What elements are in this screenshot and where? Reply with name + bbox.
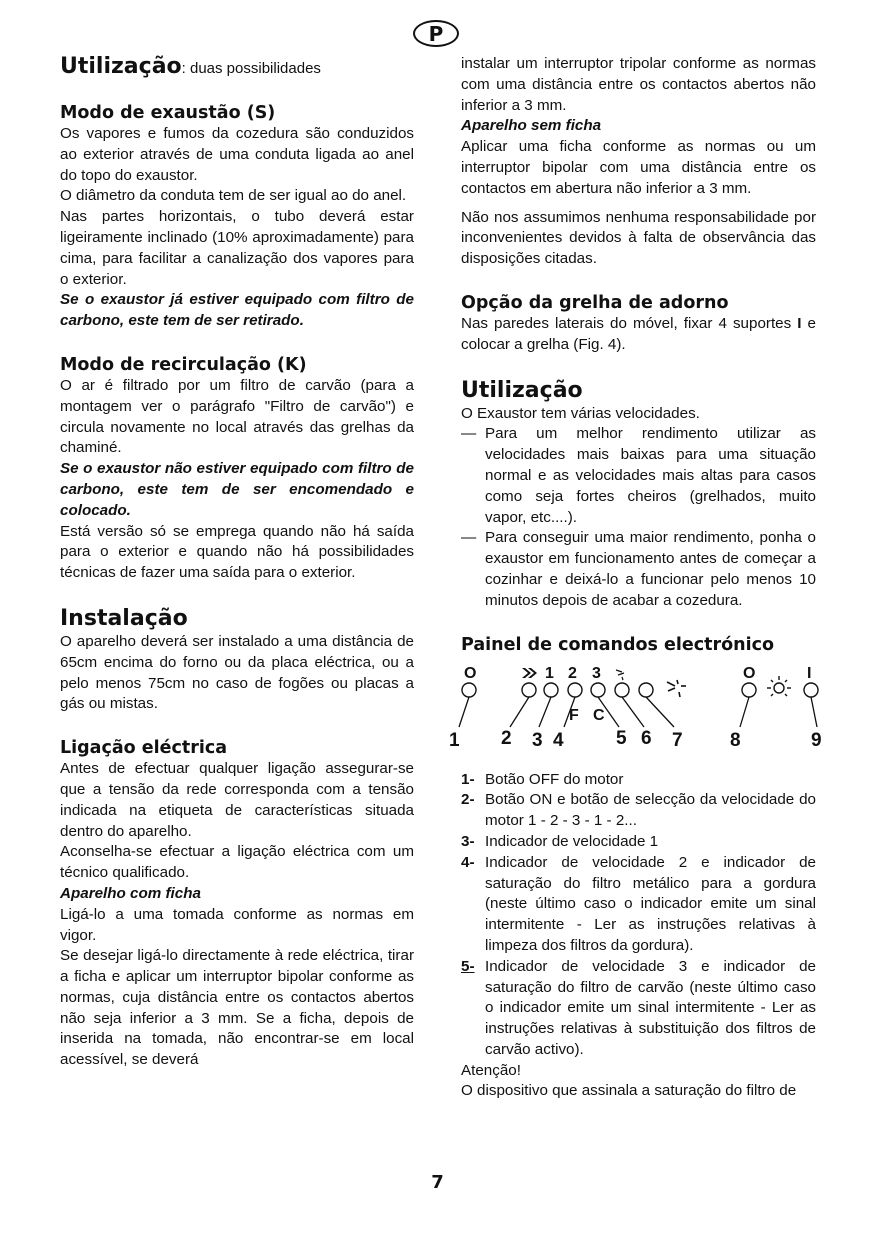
legend-item: 5- Indicador de velocidade 3 e indicador de saturação do filtro de carvão (neste último caso o indicador emite um sinal intermitente - Ler as instruções relativas à substituição dos filtros de carvão activo). [461,957,816,1058]
off-button [462,683,476,697]
boost-led [615,683,629,697]
exhaust-mode-heading: Modo de exaustão (S) [60,103,276,123]
usage-tips-list [461,424,816,611]
right-column [449,54,822,1102]
recirculation-paragraph-2: Está versão só se emprega quando não há saída para o exterior e quando não há possibilidades técnicas de fazer uma saída para o exterior. [60,522,414,582]
grease-filter-label: F [569,706,579,724]
electrical-connection-heading: Ligação eléctrica [60,738,228,759]
exhaust-paragraph-1: Os vapores e fumos da cozedura são conduzidos ao exterior através de uma conduta ligada ao anel do topo do exaustor. [60,125,414,184]
callout-7: 7 [672,729,683,751]
responsibility-paragraph: Não nos assumimos nenhuma responsabilidade por inconvenientes devidos à falta de observância das disposições citadas. [461,208,816,268]
legend-item: 4- Indicador de velocidade 2 e indicador de saturação do filtro metálico para a gordura (neste último caso o indicador emite um sinal intermitente - Ler as instruções relativas à limpeza dos filtros da gordura). [461,853,816,954]
speed3-label: 3 [592,664,601,682]
panel-legend-list [461,770,816,1061]
language-badge: P [413,20,459,47]
grille-option-heading: Opção da grelha de adorno [461,292,729,313]
appliance-with-plug-subheading: Aparelho com ficha [60,884,201,902]
callout-8: 8 [730,729,741,751]
legend-item: 2- Botão ON e botão de selecção da velocidade do motor 1 - 2 - 3 - 1 - 2... [461,791,816,830]
boost-button [639,683,653,697]
electrical-paragraph-3: Ligá-lo a uma tomada conforme as normas em vigor. [60,905,414,944]
usage-tip: — Para um melhor rendimento utilizar as velocidades mais baixas para uma situação normal e as velocidades mais altas para casos como seja fortes cheiros (grelhados, muito vapor, etc....). [461,424,816,528]
callout-4: 4 [553,729,564,751]
usage-intro: O Exaustor tem várias velocidades. [461,404,700,422]
speed3-led [591,683,605,697]
lamp-icon [767,676,791,696]
speed2-label: 2 [568,664,577,682]
installation-heading: Instalação [60,605,188,631]
page-number: 7 [431,1172,444,1193]
usage-tip: — Para conseguir uma maior rendimento, ponha o exaustor em funcionamento antes de começar a cozinhar e deixá-lo a funcionar pelo menos 10 minutos depois de acabar a cozedura. [461,528,816,611]
left-column [60,54,414,1071]
appliance-without-plug-subheading: Aparelho sem ficha [461,117,602,135]
control-panel-diagram [449,662,822,754]
control-panel-svg [449,662,822,754]
recirculation-mode-heading: Modo de recirculação (K) [60,354,307,375]
electrical-paragraph-4: Se desejar ligá-lo directamente à rede eléctrica, tirar a ficha e aplicar um interruptor bipolar conforme as normas, cuja distância entre os contactos abertos não seja inferior a 3 mm. Se a ficha, depois de inserida na tomada, não encontrar-se em local acessível, se deverá [60,947,414,1069]
callout-2: 2 [501,727,512,749]
boost-fan-icon [616,670,624,680]
light-off-button [742,683,756,697]
speed1-label: 1 [545,664,554,682]
light-off-label: O [743,664,756,682]
carbon-filter-label: C [593,706,605,724]
plug-paragraph: Aplicar uma ficha conforme as normas ou um interruptor bipolar com uma distância entre os contactos em abertura não inferior a 3 mm. [461,138,816,197]
exhaust-note: Se o exaustor já estiver equipado com filtro de carbono, este tem de ser retirado. [60,291,414,330]
electrical-paragraph-1: Antes de efectuar qualquer ligação assegurar-se que a tensão da rede corresponda com a tensão indicada na etiqueta de características situada dentro do aparelho. [60,760,414,840]
exhaust-paragraph-2: O diâmetro da conduta tem de ser igual ao do anel. [60,187,407,205]
speed1-led [544,683,558,697]
legend-item: 3- Indicador de velocidade 1 [461,832,659,850]
tripolar-switch-paragraph: instalar um interruptor tripolar conforme as normas com uma distância entre os contactos abertos não inferior a 3 mm. [461,55,816,114]
forward-arrows-icon [522,668,537,678]
speed2-led [568,683,582,697]
fan-icon [667,680,686,697]
off-label: O [464,664,477,682]
usage-heading: Utilização [461,377,583,403]
callout-6: 6 [641,727,652,749]
callout-9: 9 [811,729,822,751]
electrical-paragraph-2: Aconselha-se efectuar a ligação eléctrica com um técnico qualificado. [60,843,414,882]
recirculation-paragraph-1: O ar é filtrado por um filtro de carvão (para a montagem ver o parágrafo "Filtro de carvão") e circula novamente no local através das grelhas da chaminé. [60,376,414,457]
on-speed-button [522,683,536,697]
exhaust-paragraph-3: Nas partes horizontais, o tubo deverá estar ligeiramente inclinado (10% aproximadamente) para cima, para facilitar a canalização dos vapores para o exterior. [60,208,414,288]
legend-item: 1- Botão OFF do motor [461,770,624,788]
recirculation-note: Se o exaustor não estiver equipado com filtro de carbono, este tem de ser encomendado e colocado. [60,460,414,519]
light-on-button [804,683,818,697]
grille-paragraph: Nas paredes laterais do móvel, fixar 4 suportes I e colocar a grelha (Fig. 4). [461,314,816,353]
saturation-device-text: O dispositivo que assinala a saturação do filtro de [461,1082,797,1100]
light-on-label: I [807,664,812,682]
installation-paragraph: O aparelho deverá ser instalado a uma distância de 65cm encima do forno ou da placa eléctrica, ou a pelo menos 75cm no caso de fogões ou placas a gás ou mistas. [60,632,414,713]
callout-1: 1 [449,729,460,751]
callout-5: 5 [616,727,627,749]
control-panel-heading: Painel de comandos electrónico [461,634,775,655]
callout-3: 3 [532,729,543,751]
usage-title: Utilização: duas possibilidades [60,54,321,79]
attention-label: Atenção! [461,1061,521,1079]
